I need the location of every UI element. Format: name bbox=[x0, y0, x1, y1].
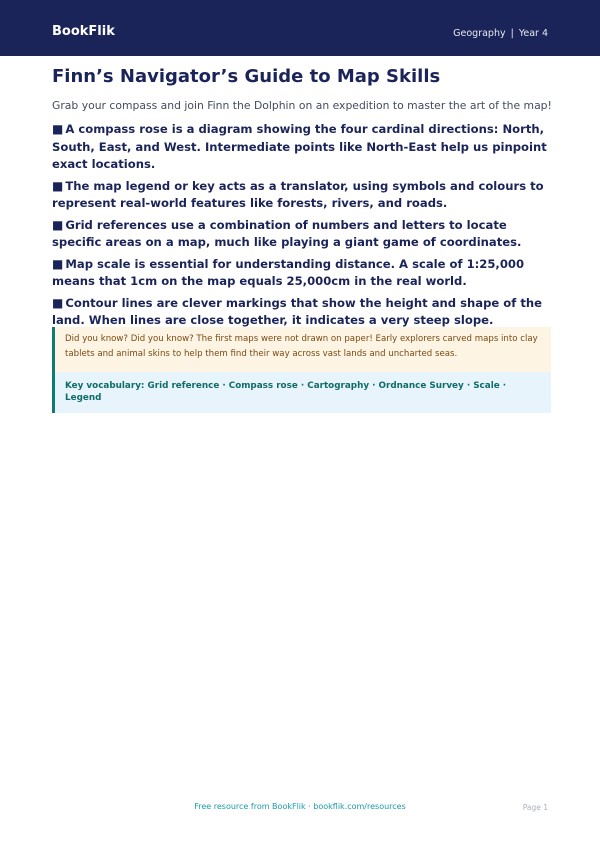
key-points-list bbox=[52, 121, 552, 334]
page-title: Finn’s Navigator’s Guide to Map Skills bbox=[52, 66, 441, 87]
bullet-square-icon: ■ bbox=[52, 217, 64, 232]
info-callout bbox=[52, 327, 551, 413]
key-point-text: A compass rose is a diagram showing the four cardinal directions: North, South, East, and West. Intermediate points like North-East help us pinpoint exact locations. bbox=[52, 122, 547, 171]
year-label: Year 4 bbox=[518, 28, 548, 39]
fun-fact-text: Did you know? Did you know? The first maps were not drawn on paper! Early explorers carved maps into clay tablets and animal skins to help them find their way across vast lands and uncharted seas. bbox=[55, 327, 551, 372]
intro-text: Grab your compass and join Finn the Dolphin on an expedition to master the art of the map! bbox=[52, 99, 552, 112]
subject-label: Geography bbox=[453, 28, 506, 39]
key-point-text: Contour lines are clever markings that show the height and shape of the land. When lines are close together, it indicates a very steep slope. bbox=[52, 295, 542, 327]
page-header bbox=[0, 0, 600, 56]
key-point bbox=[52, 178, 552, 213]
bullet-square-icon: ■ bbox=[52, 295, 64, 310]
key-point-text: The map legend or key acts as a translator, using symbols and colours to represent real-world features like forests, rivers, and roads. bbox=[52, 178, 544, 210]
header-meta bbox=[453, 28, 548, 40]
header-separator: | bbox=[510, 28, 514, 39]
bullet-square-icon: ■ bbox=[52, 178, 64, 193]
key-point bbox=[52, 256, 552, 291]
page-number: Page 1 bbox=[522, 803, 548, 812]
key-point bbox=[52, 295, 552, 330]
key-point-text: Grid references use a combination of numbers and letters to locate specific areas on a map, much like playing a giant game of coordinates. bbox=[52, 217, 522, 249]
bullet-square-icon: ■ bbox=[52, 256, 64, 271]
brand-logo[interactable]: BookFlik bbox=[52, 24, 115, 39]
footer-link[interactable]: Free resource from BookFlik · bookflik.com/resources bbox=[194, 802, 406, 811]
bullet-square-icon: ■ bbox=[52, 122, 64, 136]
key-vocabulary-text: Key vocabulary: Grid reference · Compass rose · Cartography · Ordnance Survey · Scale · Legend bbox=[65, 381, 507, 403]
key-point bbox=[52, 217, 552, 252]
key-point bbox=[52, 121, 552, 174]
key-point-text: Map scale is essential for understanding distance. A scale of 1:25,000 means that 1cm on the map equals 25,000cm in the real world. bbox=[52, 256, 525, 288]
